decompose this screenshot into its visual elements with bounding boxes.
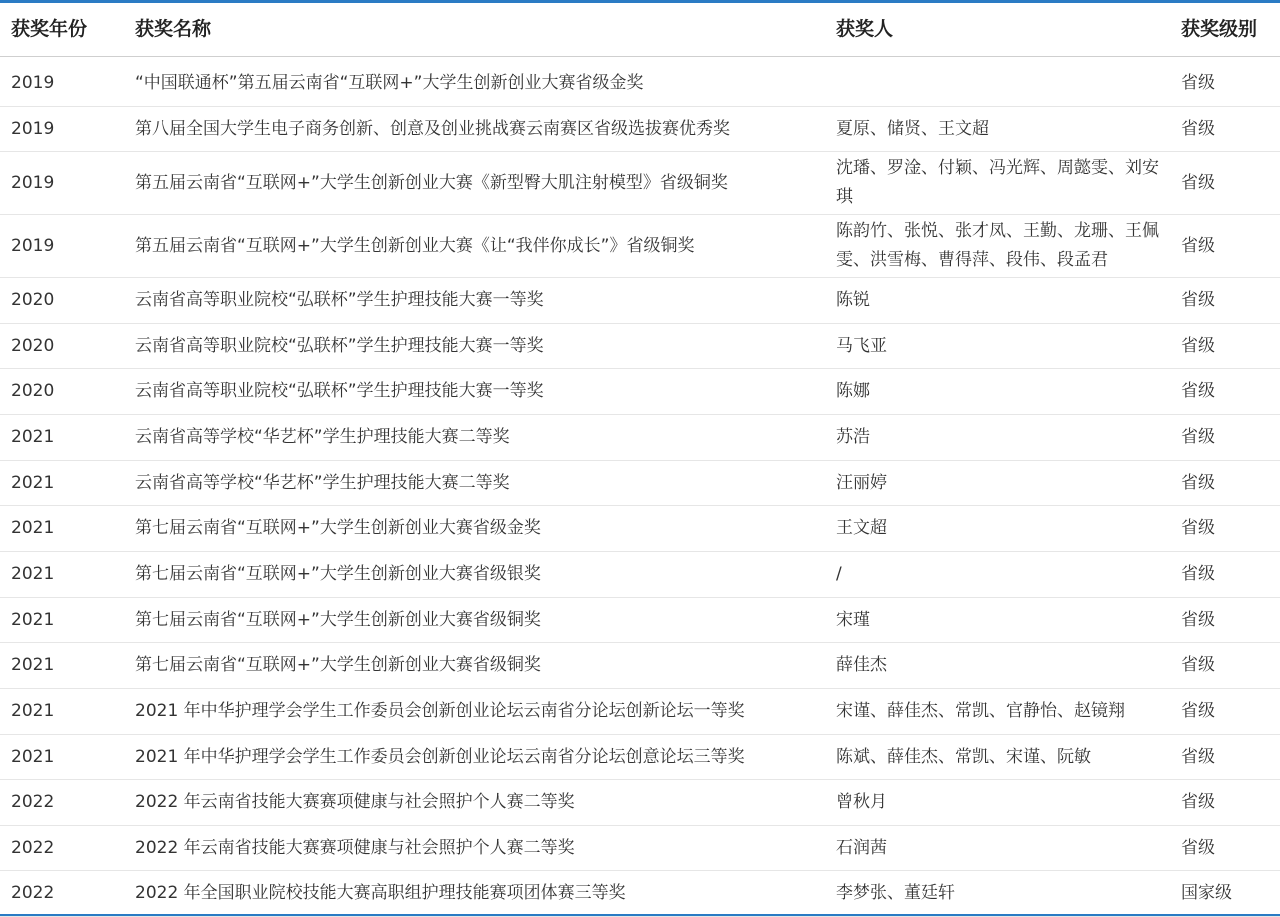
cell-year: 2021 (11, 655, 55, 675)
cell-year: 2019 (11, 72, 55, 93)
table-row (0, 278, 1280, 324)
cell-year: 2022 (11, 837, 55, 858)
cell-award-name: 2022 年云南省技能大赛赛项健康与社会照护个人赛二等奖 (135, 837, 575, 858)
cell-winner: 夏原、储贤、王文超 (836, 118, 989, 139)
table-row (0, 598, 1280, 643)
cell-winner: 陈锐 (836, 290, 870, 310)
cell-year: 2021 (11, 518, 55, 538)
table-row (0, 152, 1280, 215)
cell-winner: 薛佳杰 (836, 655, 887, 675)
table-row (0, 689, 1280, 735)
cell-winner: 陈娜 (836, 381, 870, 401)
table-row (0, 506, 1280, 552)
cell-level: 省级 (1181, 381, 1215, 401)
cell-winner: 石润茜 (836, 837, 887, 858)
cell-winner: 陈韵竹、张悦、张才凤、王勤、龙珊、王佩雯、洪雪梅、曹得萍、段伟、段孟君 (836, 221, 1159, 270)
cell-award-name: 云南省高等学校“华艺杯”学生护理技能大赛二等奖 (135, 472, 510, 493)
cell-winner: / (836, 564, 842, 584)
cell-award-name: 云南省高等学校“华艺杯”学生护理技能大赛二等奖 (135, 427, 510, 447)
cell-level: 省级 (1181, 518, 1215, 538)
cell-year: 2021 (11, 746, 55, 767)
cell-level: 省级 (1181, 472, 1215, 493)
cell-year: 2022 (11, 883, 55, 903)
table-row (0, 415, 1280, 461)
header-name: 获奖名称 (135, 18, 212, 40)
table-header (0, 3, 1280, 57)
cell-year: 2021 (11, 427, 55, 447)
cell-award-name: 第八届全国大学生电子商务创新、创意及创业挑战赛云南赛区省级选拔赛优秀奖 (135, 118, 730, 139)
table-row (0, 552, 1280, 598)
cell-year: 2019 (11, 118, 55, 139)
cell-winner: 王文超 (836, 518, 887, 538)
header-winner: 获奖人 (836, 18, 894, 40)
cell-level: 省级 (1181, 655, 1215, 675)
cell-level: 省级 (1181, 837, 1215, 858)
table-row (0, 324, 1280, 369)
cell-year: 2020 (11, 290, 55, 310)
cell-level: 省级 (1181, 792, 1215, 812)
cell-award-name: 第五届云南省“互联网+”大学生创新创业大赛《新型臀大肌注射模型》省级铜奖 (135, 172, 728, 193)
cell-year: 2022 (11, 792, 55, 812)
cell-year: 2021 (11, 564, 55, 584)
cell-level: 省级 (1181, 609, 1215, 630)
cell-award-name: 第七届云南省“互联网+”大学生创新创业大赛省级铜奖 (135, 655, 541, 675)
table-row (0, 871, 1280, 917)
cell-level: 国家级 (1181, 883, 1232, 903)
table-row (0, 107, 1280, 152)
cell-level: 省级 (1181, 335, 1215, 356)
header-level: 获奖级别 (1181, 18, 1258, 40)
table-row (0, 369, 1280, 415)
cell-level: 省级 (1181, 701, 1215, 721)
cell-award-name: 第五届云南省“互联网+”大学生创新创业大赛《让“我伴你成长”》省级铜奖 (135, 235, 695, 256)
cell-year: 2020 (11, 335, 55, 356)
cell-level: 省级 (1181, 290, 1215, 310)
cell-winner: 宋谨、薛佳杰、常凯、官静怡、赵镜翔 (836, 701, 1125, 721)
cell-award-name: 第七届云南省“互联网+”大学生创新创业大赛省级铜奖 (135, 609, 541, 630)
cell-award-name: 云南省高等职业院校“弘联杯”学生护理技能大赛一等奖 (135, 290, 544, 310)
cell-winner: 陈斌、薛佳杰、常凯、宋谨、阮敏 (836, 746, 1091, 767)
header-year: 获奖年份 (11, 18, 88, 40)
cell-year: 2020 (11, 381, 55, 401)
cell-level: 省级 (1181, 235, 1215, 256)
table-row (0, 826, 1280, 871)
cell-level: 省级 (1181, 746, 1215, 767)
cell-winner: 马飞亚 (836, 335, 887, 356)
cell-award-name: “中国联通杯”第五届云南省“互联网+”大学生创新创业大赛省级金奖 (135, 72, 644, 93)
cell-level: 省级 (1181, 72, 1215, 93)
cell-winner: 沈璠、罗淦、付颖、冯光辉、周懿雯、刘安琪 (836, 158, 1159, 207)
table-row (0, 643, 1280, 689)
table-row (0, 461, 1280, 506)
cell-winner: 曾秋月 (836, 792, 887, 812)
table-row (0, 780, 1280, 826)
cell-level: 省级 (1181, 427, 1215, 447)
cell-winner: 苏浩 (836, 427, 870, 447)
cell-year: 2019 (11, 172, 55, 193)
cell-award-name: 云南省高等职业院校“弘联杯”学生护理技能大赛一等奖 (135, 381, 544, 401)
cell-winner (836, 60, 1171, 106)
cell-level: 省级 (1181, 118, 1215, 139)
table-row (0, 215, 1280, 278)
cell-level: 省级 (1181, 564, 1215, 584)
cell-award-name: 2022 年全国职业院校技能大赛高职组护理技能赛项团体赛三等奖 (135, 883, 626, 903)
cell-award-name: 第七届云南省“互联网+”大学生创新创业大赛省级金奖 (135, 518, 541, 538)
cell-winner: 宋瑾 (836, 609, 870, 630)
cell-winner: 李梦张、董廷轩 (836, 883, 955, 903)
cell-winner: 汪丽婷 (836, 472, 887, 493)
cell-year: 2021 (11, 701, 55, 721)
cell-award-name: 第七届云南省“互联网+”大学生创新创业大赛省级银奖 (135, 564, 541, 584)
cell-award-name: 2021 年中华护理学会学生工作委员会创新创业论坛云南省分论坛创意论坛三等奖 (135, 746, 745, 767)
cell-level: 省级 (1181, 172, 1215, 193)
table-row (0, 735, 1280, 780)
cell-award-name: 2022 年云南省技能大赛赛项健康与社会照护个人赛二等奖 (135, 792, 575, 812)
cell-award-name: 2021 年中华护理学会学生工作委员会创新创业论坛云南省分论坛创新论坛一等奖 (135, 701, 745, 721)
cell-year: 2021 (11, 609, 55, 630)
table-row (0, 60, 1280, 107)
cell-award-name: 云南省高等职业院校“弘联杯”学生护理技能大赛一等奖 (135, 335, 544, 356)
cell-year: 2021 (11, 472, 55, 493)
cell-year: 2019 (11, 235, 55, 256)
